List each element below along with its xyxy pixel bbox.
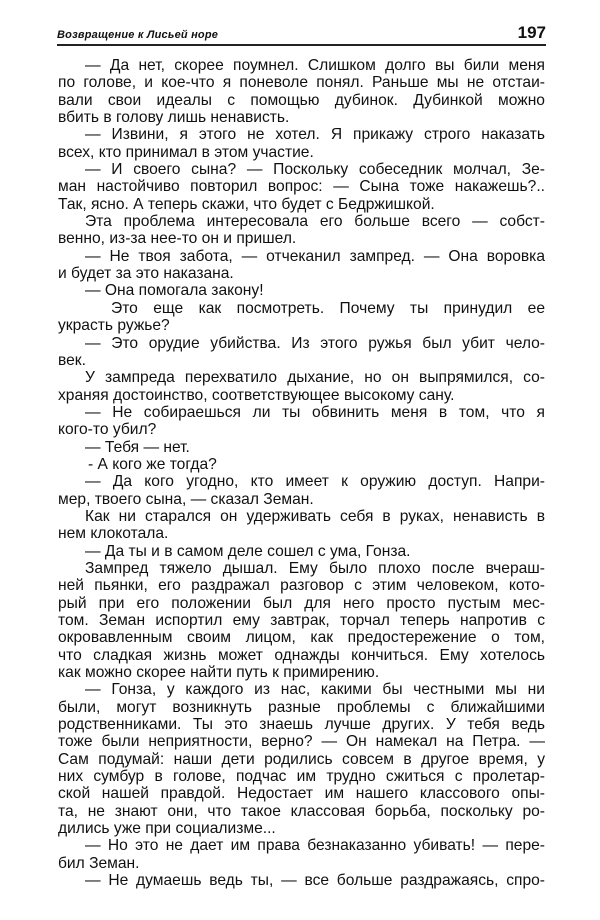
text-line: Эта проблема интересовала его больше всего — собст- — [85, 213, 545, 231]
running-title: Возвращение к Лисьей норе — [57, 29, 219, 41]
text-line: что сладкая жизнь может однажды кончиться. Ему хотелось — [58, 646, 545, 664]
paragraph — [58, 439, 545, 456]
text-line: — Гонза, у каждого из нас, какими бы честными мы ни — [85, 681, 545, 699]
paragraph — [58, 404, 545, 439]
paragraph — [58, 282, 545, 299]
paragraph — [58, 57, 545, 126]
paragraph — [58, 508, 545, 543]
text-line: рый при его положении был для него просто пустым мес- — [58, 594, 545, 612]
text-line: венно, из-за нее-то он и пришел. — [58, 230, 297, 248]
text-line: Сам подумай: наши дети родились совсем в другое время, у — [58, 750, 545, 768]
paragraph — [58, 473, 545, 508]
paragraph — [58, 126, 545, 161]
text-line: — Она помогала закону! — [85, 282, 264, 300]
text-line: Это еще как посмотреть. Почему ты принудил ее — [111, 299, 545, 317]
paragraph — [58, 300, 545, 335]
text-line: Так, ясно. А теперь скажи, что будет с Бедржишкой. — [58, 195, 435, 213]
text-line: вбить в голову лишь ненависть. — [58, 109, 290, 127]
text-line: — Да ты и в самом деле сошел с ума, Гонза. — [85, 542, 411, 560]
text-line: том. Земан испортил ему завтрак, торчал теперь напротив с — [58, 612, 545, 629]
text-line: бил Земан. — [58, 854, 140, 872]
text-line: всех, кто принимал в этом участие. — [58, 143, 314, 161]
text-line: и будет за это наказана. — [58, 265, 234, 283]
text-line: нем клокотала. — [58, 525, 169, 543]
paragraph — [58, 161, 545, 213]
paragraph — [58, 872, 545, 889]
paragraph — [58, 543, 545, 560]
paragraph — [58, 248, 545, 283]
text-line: украсть ружье? — [58, 317, 170, 335]
text-line: кого-то убил? — [58, 421, 157, 439]
text-line: ней пьянки, его раздражал разговор с этим человеком, кото- — [58, 577, 545, 595]
text-line: тоже были неприятности, верно? — Он намекал на Петра. — — [58, 733, 545, 751]
text-line: — Это орудие убийства. Из этого ружья был убит чело- — [85, 334, 545, 352]
text-line: — Да кого угодно, кто имеет к оружию доступ. Напри- — [85, 473, 545, 491]
text-line: Зампред тяжело дышал. Ему было плохо после вчераш- — [85, 559, 545, 577]
running-header — [57, 18, 546, 46]
text-line: — Не собираешься ли ты обвинить меня в том, что я — [85, 403, 545, 421]
body-text — [58, 57, 545, 890]
text-line: мер, твоего сына, — сказал Земан. — [58, 490, 314, 508]
text-line: дились уже при социализме... — [58, 820, 276, 838]
text-line: Как ни старался он удерживать себя в руках, ненависть в — [85, 507, 545, 525]
text-line: век. — [58, 351, 86, 369]
text-line: — Тебя — нет. — [85, 438, 190, 456]
paragraph — [58, 335, 545, 370]
page-number: 197 — [517, 23, 546, 42]
text-line: - А кого же тогда? — [88, 455, 217, 473]
text-line: — Но это не дает им права безнаказанно убивать! — пере- — [85, 837, 545, 855]
text-line: были, могут возникнуть разные проблемы с ближайшими — [58, 698, 545, 716]
text-line: них сумбур в голове, подчас им трудно сжиться с пролетар- — [58, 768, 545, 786]
text-line: храняя достоинство, соответствующее высокому сану. — [58, 386, 455, 404]
text-line: — Не твоя забота, — отчеканил зампред. — Она воровка — [85, 247, 545, 265]
text-line: как можно скорее найти путь к примирению. — [58, 664, 380, 682]
text-line: вали свои идеалы с помощью дубинок. Дубинкой можно — [58, 91, 545, 109]
paragraph — [58, 369, 545, 404]
paragraph — [58, 213, 545, 248]
paragraph — [58, 456, 545, 473]
paragraph — [58, 681, 545, 837]
paragraph — [58, 560, 545, 681]
text-line: У зампреда перехватило дыхание, но он выпрямился, со- — [85, 369, 545, 387]
text-line: — Не думаешь ведь ты, — все больше раздражаясь, спро- — [85, 872, 545, 890]
text-line: ман настойчиво повторил вопрос: — Сына тоже накажешь?.. — [58, 178, 545, 196]
text-line: — И своего сына? — Поскольку собеседник молчал, Зе- — [85, 161, 545, 179]
text-line: окровавленным своим лицом, как предостережение о том, — [58, 629, 545, 647]
text-line: — Да нет, скорее поумнел. Слишком долго вы били меня — [85, 57, 545, 74]
text-line: — Извини, я этого не хотел. Я прикажу строго наказать — [85, 126, 545, 144]
text-line: родственниками. Ты это знаешь лучше других. У тебя ведь — [58, 716, 545, 734]
paragraph — [58, 837, 545, 872]
text-line: та, не знают они, что такое классовая борьба, поскольку ро- — [58, 802, 545, 820]
text-line: ской нашей правдой. Недостает им нашего классового опы- — [58, 785, 545, 803]
text-line: по голове, и кое-что я поневоле понял. Раньше мы не отстаи- — [58, 74, 545, 92]
